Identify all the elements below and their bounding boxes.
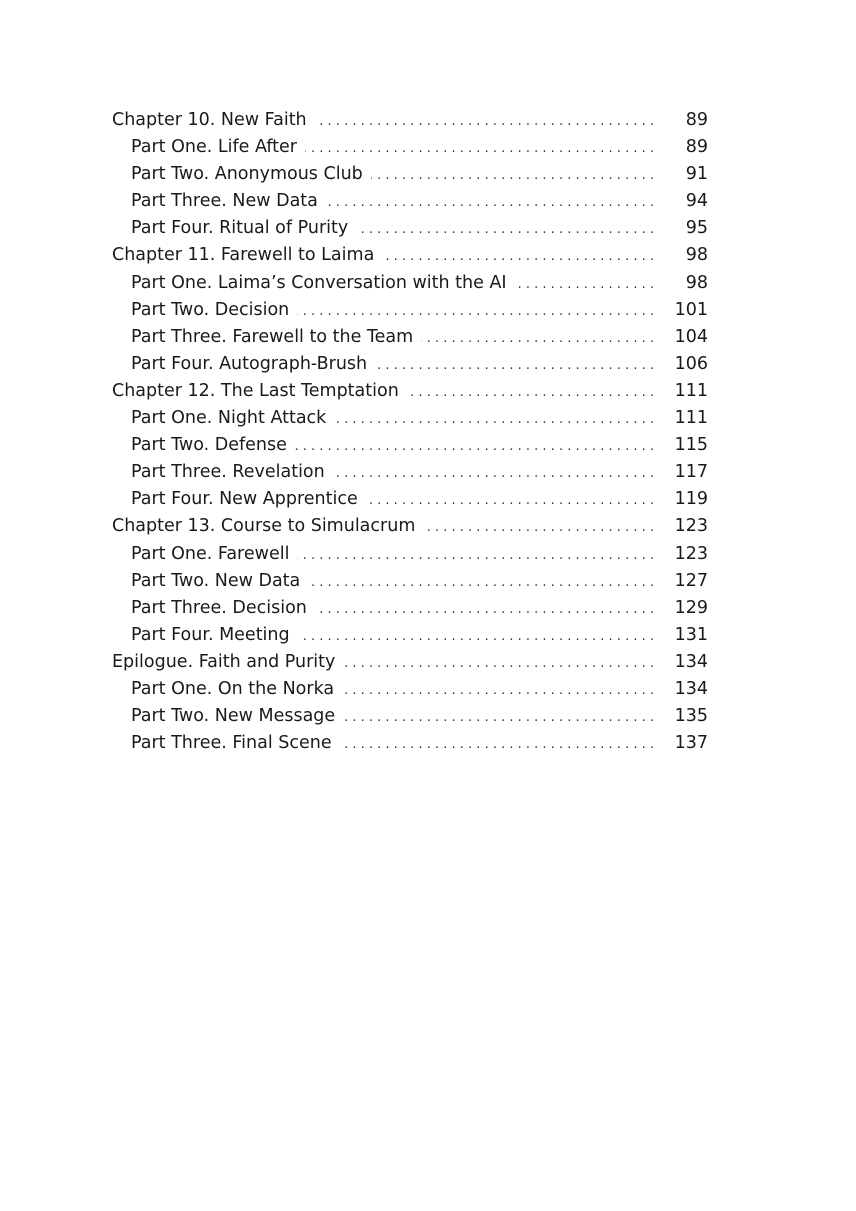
- dot-leader: [308, 569, 656, 596]
- dot-leader: [298, 623, 656, 650]
- toc-entry-page-number: 129: [674, 597, 708, 618]
- toc-entry-page-number: 134: [674, 651, 708, 672]
- toc-entry-title: Part Four. Meeting: [131, 624, 290, 645]
- toc-entry-title: Part One. Laima’s Conversation with the AI: [131, 272, 507, 293]
- dot-leader: [515, 271, 656, 298]
- toc-entry-page-number: 101: [674, 299, 708, 320]
- toc-chapter-entry[interactable]: [112, 242, 708, 269]
- dot-leader: [343, 704, 656, 731]
- toc-entry-page-number: 134: [674, 678, 708, 699]
- dot-leader: [297, 298, 656, 325]
- dot-leader: [334, 406, 656, 433]
- dot-leader: [343, 650, 656, 677]
- dot-leader: [305, 135, 656, 162]
- toc-entry-page-number: 89: [685, 137, 708, 158]
- dot-leader: [297, 542, 656, 569]
- dot-leader: [356, 216, 656, 243]
- toc-chapter-entry[interactable]: [112, 649, 708, 676]
- toc-entry-title: Part One. Life After: [131, 137, 297, 158]
- dot-leader: [315, 596, 656, 623]
- toc-entry-title: Part Three. Final Scene: [131, 733, 332, 754]
- toc-entry-page-number: 95: [685, 218, 708, 239]
- toc-entry-title: Part Three. Revelation: [131, 462, 325, 483]
- toc-entry-page-number: 98: [685, 245, 708, 266]
- toc-entry-title: Chapter 10. New Faith: [112, 110, 307, 130]
- toc-entry-title: Part Three. New Data: [131, 191, 318, 212]
- toc-entry-page-number: 135: [674, 706, 708, 727]
- toc-entry-title: Part Four. New Apprentice: [131, 489, 358, 510]
- toc-entry-title: Part Four. Ritual of Purity: [131, 218, 349, 239]
- toc-part-entry[interactable]: [112, 486, 708, 513]
- dot-leader: [315, 108, 656, 135]
- toc-chapter-entry[interactable]: [112, 513, 708, 540]
- toc-entry-page-number: 137: [674, 733, 708, 754]
- dot-leader: [371, 162, 656, 189]
- toc-entry-page-number: 106: [674, 353, 708, 374]
- toc-entry-title: Part One. On the Norka: [131, 678, 335, 699]
- dot-leader: [423, 514, 656, 541]
- toc-entry-page-number: 94: [685, 191, 708, 212]
- toc-part-entry[interactable]: [112, 351, 708, 378]
- dot-leader: [340, 731, 656, 758]
- dot-leader: [407, 379, 656, 406]
- toc-entry-page-number: 127: [674, 570, 708, 591]
- toc-part-entry[interactable]: [112, 432, 708, 459]
- toc-chapter-entry[interactable]: [112, 378, 708, 405]
- toc-part-entry[interactable]: [112, 622, 708, 649]
- toc-entry-title: Chapter 13. Course to Simulacrum: [112, 516, 416, 537]
- toc-part-entry[interactable]: [112, 595, 708, 622]
- toc-entry-title: Epilogue. Faith and Purity: [112, 651, 336, 672]
- toc-entry-title: Part Three. Farewell to the Team: [131, 326, 414, 347]
- toc-part-entry[interactable]: [112, 541, 708, 568]
- toc-part-entry[interactable]: [112, 188, 708, 215]
- dot-leader: [342, 677, 656, 704]
- toc-part-entry[interactable]: [112, 459, 708, 486]
- toc-part-entry[interactable]: [112, 161, 708, 188]
- toc-entry-page-number: 111: [674, 380, 708, 401]
- toc-chapter-entry[interactable]: [112, 107, 708, 134]
- toc-entry-page-number: 117: [674, 462, 708, 483]
- toc-entry-title: Part One. Farewell: [131, 543, 290, 564]
- toc-entry-title: Part Two. Defense: [131, 435, 287, 456]
- toc-part-entry[interactable]: [112, 215, 708, 242]
- toc-entry-title: Part Two. Anonymous Club: [131, 164, 363, 185]
- toc-part-entry[interactable]: [112, 730, 708, 757]
- dot-leader: [295, 433, 656, 460]
- dot-leader: [382, 243, 656, 270]
- toc-entry-title: Part Two. Decision: [131, 299, 290, 320]
- toc-part-entry[interactable]: [112, 405, 708, 432]
- dot-leader: [333, 460, 656, 487]
- toc-entry-title: Part Three. Decision: [131, 597, 307, 618]
- toc-entry-title: Part Two. New Data: [131, 570, 301, 591]
- toc-entry-title: Chapter 11. Farewell to Laima: [112, 245, 375, 266]
- dot-leader: [326, 189, 656, 216]
- toc-part-entry[interactable]: [112, 324, 708, 351]
- toc-entry-page-number: 123: [674, 516, 708, 537]
- toc-part-entry[interactable]: [112, 676, 708, 703]
- toc-entry-page-number: 89: [685, 110, 708, 130]
- toc-entry-page-number: 111: [674, 408, 708, 429]
- toc-entry-page-number: 115: [674, 435, 708, 456]
- table-of-contents: [112, 107, 708, 757]
- toc-entry-title: Part Two. New Message: [131, 706, 336, 727]
- toc-part-entry[interactable]: [112, 134, 708, 161]
- toc-part-entry[interactable]: [112, 568, 708, 595]
- dot-leader: [366, 487, 656, 514]
- toc-part-entry[interactable]: [112, 703, 708, 730]
- toc-entry-page-number: 104: [674, 326, 708, 347]
- toc-entry-title: Chapter 12. The Last Temptation: [112, 380, 399, 401]
- toc-entry-page-number: 98: [685, 272, 708, 293]
- dot-leader: [375, 352, 656, 379]
- toc-part-entry[interactable]: [112, 270, 708, 297]
- toc-entry-page-number: 131: [674, 624, 708, 645]
- toc-entry-page-number: 91: [685, 164, 708, 185]
- toc-part-entry[interactable]: [112, 297, 708, 324]
- dot-leader: [421, 325, 656, 352]
- toc-entry-title: Part One. Night Attack: [131, 408, 327, 429]
- toc-entry-title: Part Four. Autograph-Brush: [131, 353, 368, 374]
- toc-entry-page-number: 119: [674, 489, 708, 510]
- toc-entry-page-number: 123: [674, 543, 708, 564]
